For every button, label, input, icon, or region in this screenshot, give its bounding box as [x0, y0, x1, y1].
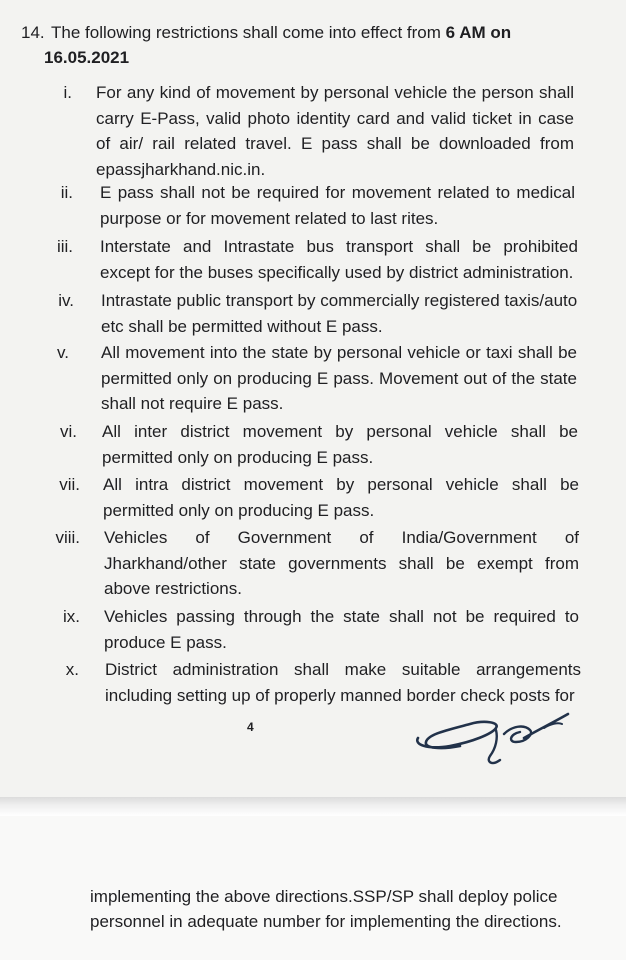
clause-heading [21, 20, 581, 45]
clause-date: 16.05.2021 [44, 48, 130, 67]
continuation-text: implementing the above directions.SSP/SP shall deploy police personnel in adequate number for implementing the directions. [90, 887, 562, 931]
item-numeral: iv. [58, 291, 74, 310]
item-numeral: viii. [55, 528, 80, 547]
item-text: All movement into the state by personal vehicle or taxi shall be permitted only on producing E pass. Movement out of the state shall not require E pass. [101, 343, 577, 413]
item-text: Intrastate public transport by commercially registered taxis/auto etc shall be permitted without E pass. [101, 291, 578, 336]
item-numeral: v. [57, 343, 69, 362]
item-text: Interstate and Intrastate bus transport shall be prohibited except for the buses specifically used by district administration. [100, 237, 578, 282]
item-numeral: vi. [60, 422, 77, 441]
item-numeral: vii. [59, 475, 80, 494]
clause-time: 6 AM on [445, 23, 512, 42]
item-numeral: ix. [63, 607, 80, 626]
page-gap [0, 797, 626, 816]
item-text: All inter district movement by personal vehicle shall be permitted only on producing E pass. [102, 422, 578, 467]
item-text: District administration shall make suitable arrangements including setting up of properly manned border check posts for [105, 660, 581, 705]
item-numeral: x. [65, 660, 79, 679]
clause-number: 14. [21, 23, 45, 42]
item-text: For any kind of movement by personal vehicle the person shall carry E-Pass, valid photo identity card and valid ticket in case of air/ rail related travel. E pass shall be downloaded from epassjharkhand.nic.in. [96, 83, 574, 179]
signature-mark [412, 704, 572, 768]
item-numeral: ii. [60, 183, 73, 202]
item-numeral: iii. [56, 237, 73, 256]
item-numeral: i. [63, 83, 72, 102]
item-text: All intra district movement by personal vehicle shall be permitted only on producing E pass. [103, 475, 579, 520]
item-text: Vehicles passing through the state shall not be required to produce E pass. [104, 607, 579, 652]
clause-intro: The following restrictions shall come into effect from [51, 23, 441, 42]
item-text: Vehicles of Government of India/Government of Jharkhand/other state governments shall be exempt from above restrictions. [104, 528, 579, 598]
page-number: 4 [247, 720, 254, 734]
item-text: E pass shall not be required for movement related to medical purpose or for movement related to last rites. [100, 183, 575, 228]
